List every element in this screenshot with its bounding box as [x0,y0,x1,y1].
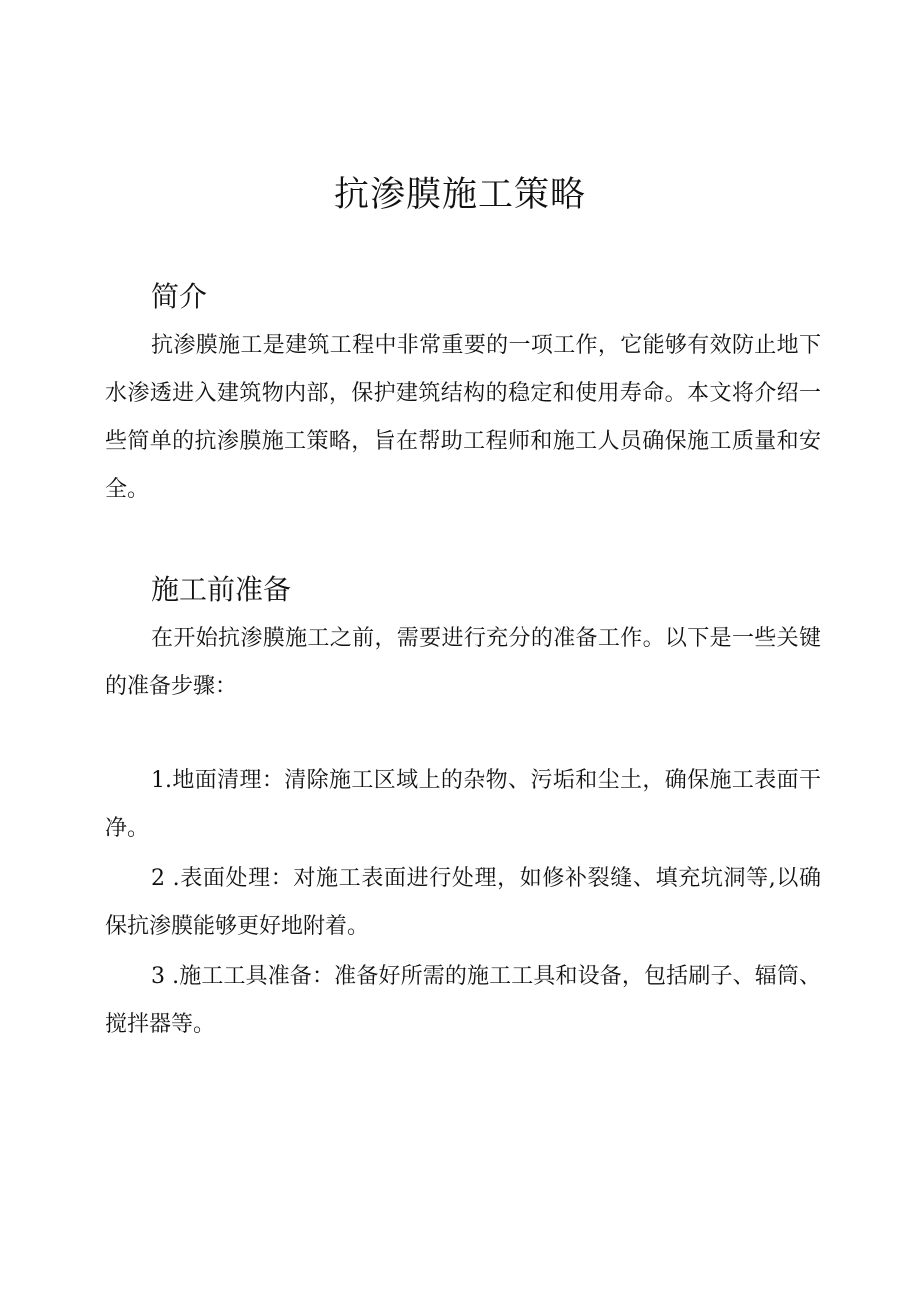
section-heading-preparation: 施工前准备 [151,573,292,606]
intro-paragraph: 抗渗膜施工是建筑工程中非常重要的一项工作，它能够有效防止地下水渗透进入建筑物内部，保护建筑结构的稳定和使用寿命。本文将介绍一些简单的抗渗膜施工策略，旨在帮助工程师和施工人员确保施工质量和安全。 [105,333,821,502]
step-3-paragraph: 3 .施工工具准备：准备好所需的施工工具和设备，包括刷子、辐筒、搅拌器等。 [105,964,821,1037]
section-heading-intro: 简介 [151,280,208,313]
preparation-intro-paragraph: 在开始抗渗膜施工之前，需要进行充分的准备工作。以下是一些关键的准备步骤： [105,626,821,699]
step-1-paragraph: 1.地面清理：清除施工区域上的杂物、污垢和尘土，确保施工表面干净。 [105,768,821,841]
step-2-paragraph: 2 .表面处理：对施工表面进行处理，如修补裂缝、填充坑洞等,以确保抗渗膜能够更好地附着。 [105,866,821,939]
document-title: 抗渗膜施工策略 [333,175,586,215]
